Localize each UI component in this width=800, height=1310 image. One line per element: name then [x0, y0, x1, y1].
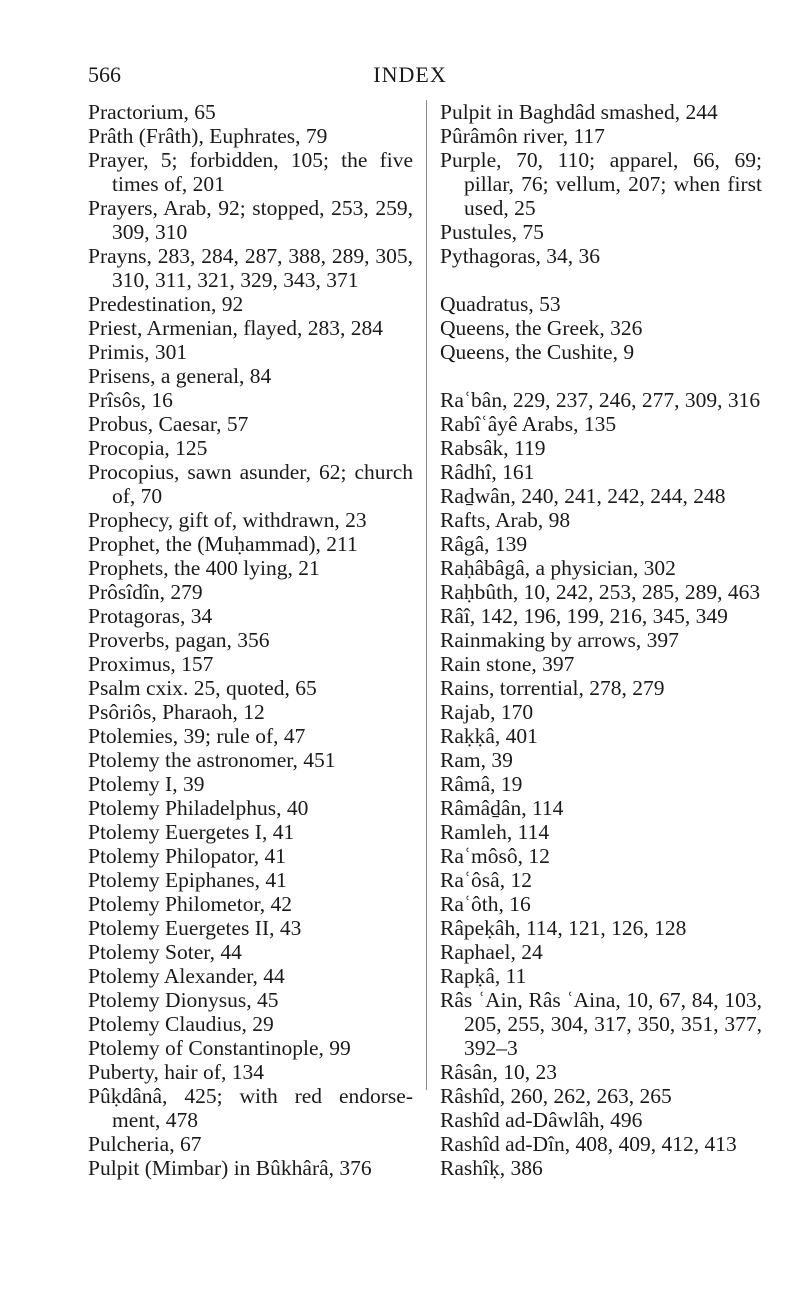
section-gap [440, 268, 762, 292]
index-entry: Prayers, Arab, 92; stopped, 253, 259, 309, 310 [88, 196, 413, 244]
index-entry: Râgâ, 139 [440, 532, 528, 556]
index-entry: Pulpit (Mimbar) in Bûkhârâ, 376 [88, 1156, 372, 1180]
index-entry: Pûḳdânâ, 425; with red endorse-ment, 478 [88, 1084, 413, 1132]
index-entry: Râshîd, 260, 262, 263, 265 [440, 1084, 672, 1108]
index-entry: Raḥbûth, 10, 242, 253, 285, 289, 463 [440, 580, 761, 604]
index-entry: Ptolemy of Constantinople, 99 [88, 1036, 351, 1060]
index-entry: Pustules, 75 [440, 220, 544, 244]
column-divider [426, 100, 427, 1090]
index-entry: Proverbs, pagan, 356 [88, 628, 270, 652]
index-entry: Prâth (Frâth), Euphrates, 79 [88, 124, 328, 148]
index-entry: Queens, the Cushite, 9 [440, 340, 635, 364]
index-entry: Ptolemy Euergetes II, 43 [88, 916, 302, 940]
index-entry: Pythagoras, 34, 36 [440, 244, 601, 268]
index-entry: Rainmaking by arrows, 397 [440, 628, 679, 652]
index-entry: Puberty, hair of, 134 [88, 1060, 264, 1084]
index-entry: Rabîʿâyê Arabs, 135 [440, 412, 617, 436]
index-entry: Râdhî, 161 [440, 460, 535, 484]
index-entry: Probus, Caesar, 57 [88, 412, 249, 436]
index-entry: Raphael, 24 [440, 940, 543, 964]
index-entry: Râî, 142, 196, 199, 216, 345, 349 [440, 604, 728, 628]
index-entry: Rajab, 170 [440, 700, 534, 724]
running-head [88, 62, 732, 92]
index-entry: Predestination, 92 [88, 292, 244, 316]
index-entry: Ptolemy Philopator, 41 [88, 844, 287, 868]
index-entry: Raʿôth, 16 [440, 892, 531, 916]
index-entry: Prayer, 5; forbidden, 105; the five times of, 201 [88, 148, 413, 196]
index-entry: Ptolemies, 39; rule of, 47 [88, 724, 306, 748]
index-entry: Ptolemy Soter, 44 [88, 940, 242, 964]
index-column-right [440, 100, 762, 1180]
index-entry: Râmâḏân, 114 [440, 796, 564, 820]
index-entry: Râpeḳâh, 114, 121, 126, 128 [440, 916, 687, 940]
index-entry: Primis, 301 [88, 340, 188, 364]
index-entry: Queens, the Greek, 326 [440, 316, 643, 340]
index-entry: Prophet, the (Muḥammad), 211 [88, 532, 358, 556]
index-entry: Procopius, sawn asunder, 62; church of, 70 [88, 460, 413, 508]
index-entry: Ptolemy Claudius, 29 [88, 1012, 274, 1036]
index-entry: Psalm cxix. 25, quoted, 65 [88, 676, 317, 700]
index-entry: Rashîd ad-Dâwlâh, 496 [440, 1108, 643, 1132]
index-entry: Ptolemy Dionysus, 45 [88, 988, 279, 1012]
index-entry: Procopia, 125 [88, 436, 208, 460]
index-entry: Ptolemy Alexander, 44 [88, 964, 285, 988]
index-entry: Raʿôsâ, 12 [440, 868, 532, 892]
index-entry: Pulcheria, 67 [88, 1132, 202, 1156]
index-entry: Protagoras, 34 [88, 604, 213, 628]
index-entry: Prophets, the 400 lying, 21 [88, 556, 320, 580]
index-entry: Rapḳâ, 11 [440, 964, 527, 988]
index-entry: Raʿbân, 229, 237, 246, 277, 309, 316 [440, 388, 761, 412]
index-entry: Ptolemy Philadelphus, 40 [88, 796, 309, 820]
index-entry: Pûrâmôn river, 117 [440, 124, 605, 148]
section-gap [440, 364, 762, 388]
index-entry: Râmâ, 19 [440, 772, 523, 796]
page-number: 566 [88, 62, 121, 87]
index-entry: Ptolemy Philometor, 42 [88, 892, 292, 916]
page-heading: INDEX [373, 62, 447, 87]
index-entry: Ptolemy the astronomer, 451 [88, 748, 336, 772]
index-entry: Raḳḳâ, 401 [440, 724, 538, 748]
index-entry: Rabsâk, 119 [440, 436, 546, 460]
index-entry: Râsân, 10, 23 [440, 1060, 558, 1084]
index-entry: Rains, torrential, 278, 279 [440, 676, 665, 700]
index-entry: Raʿmôsô, 12 [440, 844, 550, 868]
index-entry: Proximus, 157 [88, 652, 214, 676]
index-entry: Rain stone, 397 [440, 652, 575, 676]
index-entry: Pulpit in Baghdâd smashed, 244 [440, 100, 718, 124]
index-entry: Prophecy, gift of, withdrawn, 23 [88, 508, 367, 532]
index-entry: Prayns, 283, 284, 287, 388, 289, 305, 310, 311, 321, 329, 343, 371 [88, 244, 413, 292]
index-entry: Ram, 39 [440, 748, 513, 772]
index-entry: Raḥâbâgâ, a physician, 302 [440, 556, 676, 580]
index-column-left [88, 100, 413, 1180]
index-entry: Ramleh, 114 [440, 820, 550, 844]
index-entry: Ptolemy Epiphanes, 41 [88, 868, 287, 892]
index-entry: Rafts, Arab, 98 [440, 508, 571, 532]
index-entry: Rashîd ad-Dîn, 408, 409, 412, 413 [440, 1132, 737, 1156]
index-entry: Ptolemy I, 39 [88, 772, 205, 796]
index-entry: Quadratus, 53 [440, 292, 561, 316]
index-entry: Psôriôs, Pharaoh, 12 [88, 700, 265, 724]
index-entry: Purple, 70, 110; apparel, 66, 69; pillar, 76; vellum, 207; when first used, 25 [440, 148, 762, 220]
index-entry: Priest, Armenian, flayed, 283, 284 [88, 316, 383, 340]
index-entry: Raḏwân, 240, 241, 242, 244, 248 [440, 484, 726, 508]
index-entry: Râs ʿAin, Râs ʿAina, 10, 67, 84, 103, 205, 255, 304, 317, 350, 351, 377, 392–3 [440, 988, 762, 1060]
index-entry: Practorium, 65 [88, 100, 216, 124]
index-entry: Ptolemy Euergetes I, 41 [88, 820, 295, 844]
index-entry: Rashîḳ, 386 [440, 1156, 543, 1180]
index-entry: Prisens, a general, 84 [88, 364, 272, 388]
index-entry: Prîsôs, 16 [88, 388, 173, 412]
index-entry: Prôsîdîn, 279 [88, 580, 203, 604]
